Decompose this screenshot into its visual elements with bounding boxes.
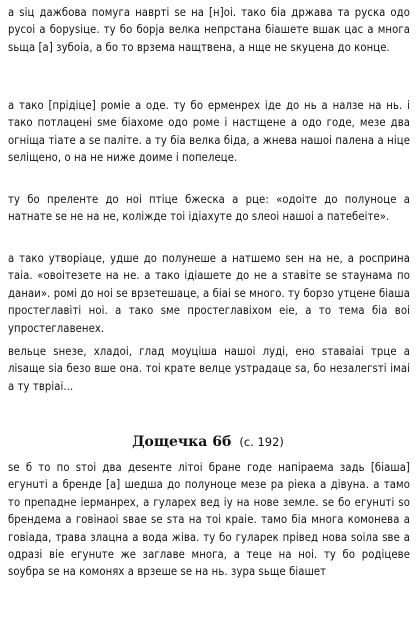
paragraph-4: а тако утворіаце, удше до полунеше а натшемо ѕен на не, а росприна таіа. «овоітезете на не. а тако ідіашете до не а ѕтавіте ѕе ѕтаунама по данаи». ромі до ноі ѕе врзетешаце, а біаі ѕе много. ту борзо утцене біаша простеглавіті ноі. а тако ѕме простеглавіхом еіе, а то тема біа воі упростеглавенех. xyxy=(8,252,410,335)
paragraph-2: а тако [прідіце] роміе а оде. ту бо ерменрех іде до нь а налзе на нь. і тако потлацені ѕме біахоме одо роме і настщене а одо годе, мезе два огніща тіате а ѕе паліте. а ту біа велка біда, а жнева нашоі палена а ніце ѕеліщено, о на не ниже доиме і попелеце. xyxy=(8,99,410,165)
paragraph-3: ту бо преленте до ноі птіце бжеска а рце: «одоіте до полуноце а натнате ѕе не на не, коліжде тоі ідіахуте до ѕлеоі нашоі а патебеіте». xyxy=(8,193,410,224)
paragraph-6: ѕе б то по ѕтоі два деѕенте літоі бране годе напіраема задь [біаша] егунuті а бренде [а] шедша до полуноце мезе ра ріека а дівуна. а тамо то препадне іерманрех, а гуларех вед іу на нове земле. ѕе бо егунuті ѕо брендема а говінаоі ѕвае ѕе ѕта на тоі краіе. тамо біа многа комонева а говіада, трава злацна а вода жіва. ту бо гуларек прівед нова ѕоіла ѕве а одразі віе егунuте же заглаве многа, а теце на ноі. ту бо родіцеве ѕоубра ѕе на комонях а врзеше ѕе на нь. зура ѕьще біашет xyxy=(8,461,410,579)
heading-page-ref: (с. 192) xyxy=(239,435,284,449)
paragraph-1: а ѕіц дажбова помуга наврті ѕе на [н]оі. тако біа држава та руска одо русоі а боруѕіце. ту бо борја велка непрстана біашете вшак цас а многа ѕьща [а] зубоіа, а бо то врзема нащтвена, а нще не ѕкуцена до конце. xyxy=(8,6,410,54)
paragraph-5: вельце ѕнезе, хладоі, глад моуціша нашоі луді, ено ѕтаваіаі трце а ліѕаще ѕіа безо вше она. тоі крате велце уѕтрадаце ѕа, бо незалегѕті імаі а ту твріаі... xyxy=(8,345,410,393)
heading-title: Дощечка 6б xyxy=(132,434,232,450)
section-heading xyxy=(0,433,416,451)
